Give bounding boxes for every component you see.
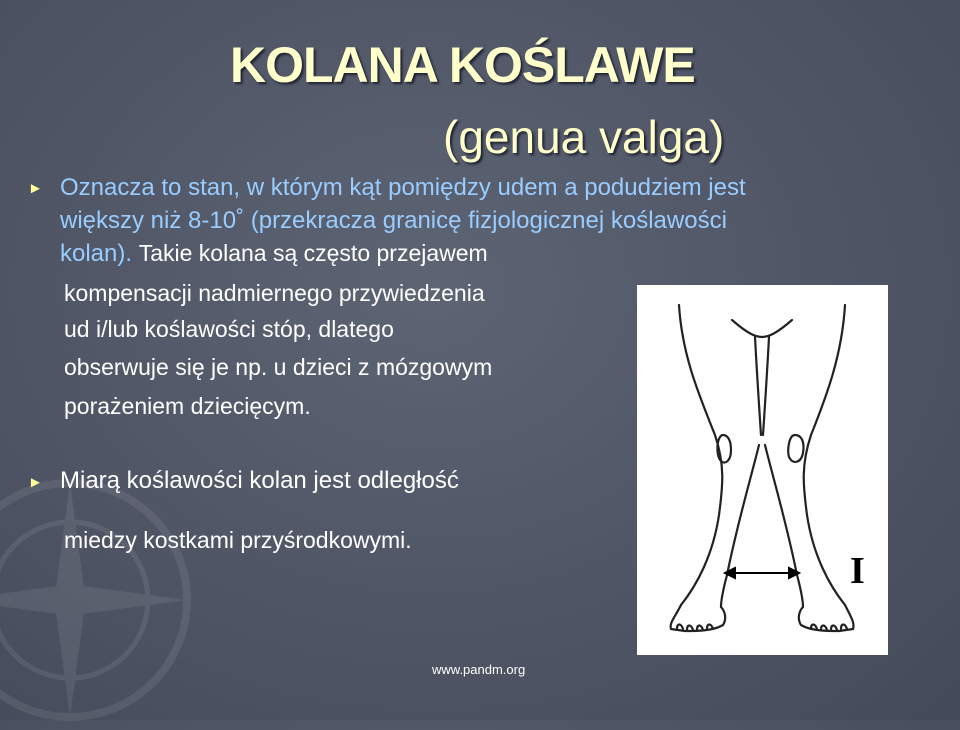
footer-url: www.pandm.org <box>432 662 526 677</box>
bullet1-line2: większy niż 8-10˚ (przekracza granicę fizjologicznej koślawości <box>60 207 727 234</box>
bullet2-line1: Miarą koślawości kolan jest odległość <box>60 467 459 494</box>
bullet1-line1: Oznacza to stan, w którym kąt pomiędzy udem a podudziem jest <box>60 174 746 201</box>
compass-watermark-icon <box>0 470 200 730</box>
slide-subtitle: (genua valga) <box>443 111 725 163</box>
bullet1-line3 <box>60 240 488 268</box>
distance-label: I <box>850 550 865 592</box>
knock-knees-figure <box>637 285 888 655</box>
bullet1-line3-white: Takie kolana są często przejawem <box>138 240 488 266</box>
bullet1-line6: obserwuje się je np. u dzieci z mózgowym <box>64 354 493 380</box>
bullet1-line7: porażeniem dziecięcym. <box>64 393 311 419</box>
bullet1-line5: ud i/lub koślawości stóp, dlatego <box>64 316 394 342</box>
bullet-arrow-icon: ► <box>28 474 43 491</box>
bullet1-line4: kompensacji nadmiernego przywiedzenia <box>64 280 485 306</box>
legs-illustration <box>637 285 888 655</box>
slide-title: KOLANA KOŚLAWE <box>230 37 695 93</box>
bullet2-line2: miedzy kostkami przyśrodkowymi. <box>64 527 412 553</box>
bullet-arrow-icon: ► <box>28 180 43 197</box>
bullet1-line3-blue: kolan). <box>60 240 139 267</box>
